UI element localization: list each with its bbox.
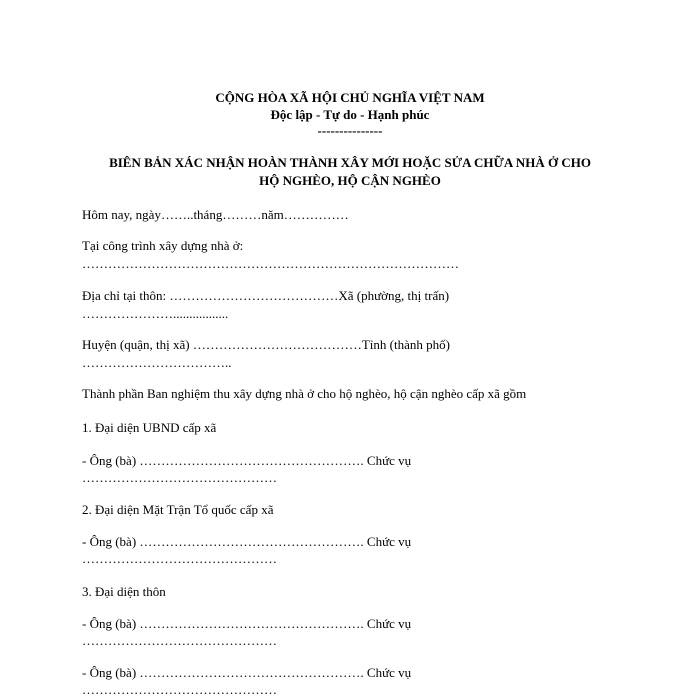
person-dots: ……………………………………… xyxy=(82,470,277,485)
section-ubnd: 1. Đại diện UBND cấp xã xyxy=(82,420,217,435)
section-mat-tran: 2. Đại diện Mặt Trận Tổ quốc cấp xã xyxy=(82,502,274,517)
site-label: Tại công trình xây dựng nhà ở: xyxy=(82,238,244,253)
person-dots: ……………………………………… xyxy=(82,633,277,648)
district-dots: …………………………….. xyxy=(82,355,232,370)
person-line: - Ông (bà) ……………………………………………. Chức vụ xyxy=(82,665,412,680)
person-line: - Ông (bà) ……………………………………………. Chức vụ xyxy=(82,616,412,631)
document-title-line1: BIÊN BẢN XÁC NHẬN HOÀN THÀNH XÂY MỚI HOẶC SỬA CHỮA NHÀ Ở CHO xyxy=(109,155,591,170)
date-line: Hôm nay, ngày……..tháng………năm…………… xyxy=(82,207,349,222)
district-line: Huyện (quận, thị xã) …………………………………Tỉnh (thành phố) xyxy=(82,337,450,352)
person-line: - Ông (bà) ……………………………………………. Chức vụ xyxy=(82,453,412,468)
nation-heading: CỘNG HÒA XÃ HỘI CHỦ NGHĨA VIỆT NAM xyxy=(215,90,485,105)
person-dots: ……………………………………… xyxy=(82,551,277,566)
address-dots: …………………................. xyxy=(82,306,229,321)
committee-line: Thành phần Ban nghiệm thu xây dựng nhà ở cho hộ nghèo, hộ cận nghèo cấp xã gồm xyxy=(82,386,527,401)
motto: Độc lập - Tự do - Hạnh phúc xyxy=(270,107,430,122)
separator: --------------- xyxy=(317,123,383,138)
address-line: Địa chỉ tại thôn: …………………………………Xã (phường, thị trấn) xyxy=(82,288,450,303)
person-line: - Ông (bà) ……………………………………………. Chức vụ xyxy=(82,534,412,549)
person-dots: ……………………………………… xyxy=(82,682,277,697)
document-title-line2: HỘ NGHÈO, HỘ CẬN NGHÈO xyxy=(259,173,441,188)
site-dots: …………………………………………………………………………… xyxy=(82,256,459,271)
section-thon: 3. Đại diện thôn xyxy=(82,584,166,599)
